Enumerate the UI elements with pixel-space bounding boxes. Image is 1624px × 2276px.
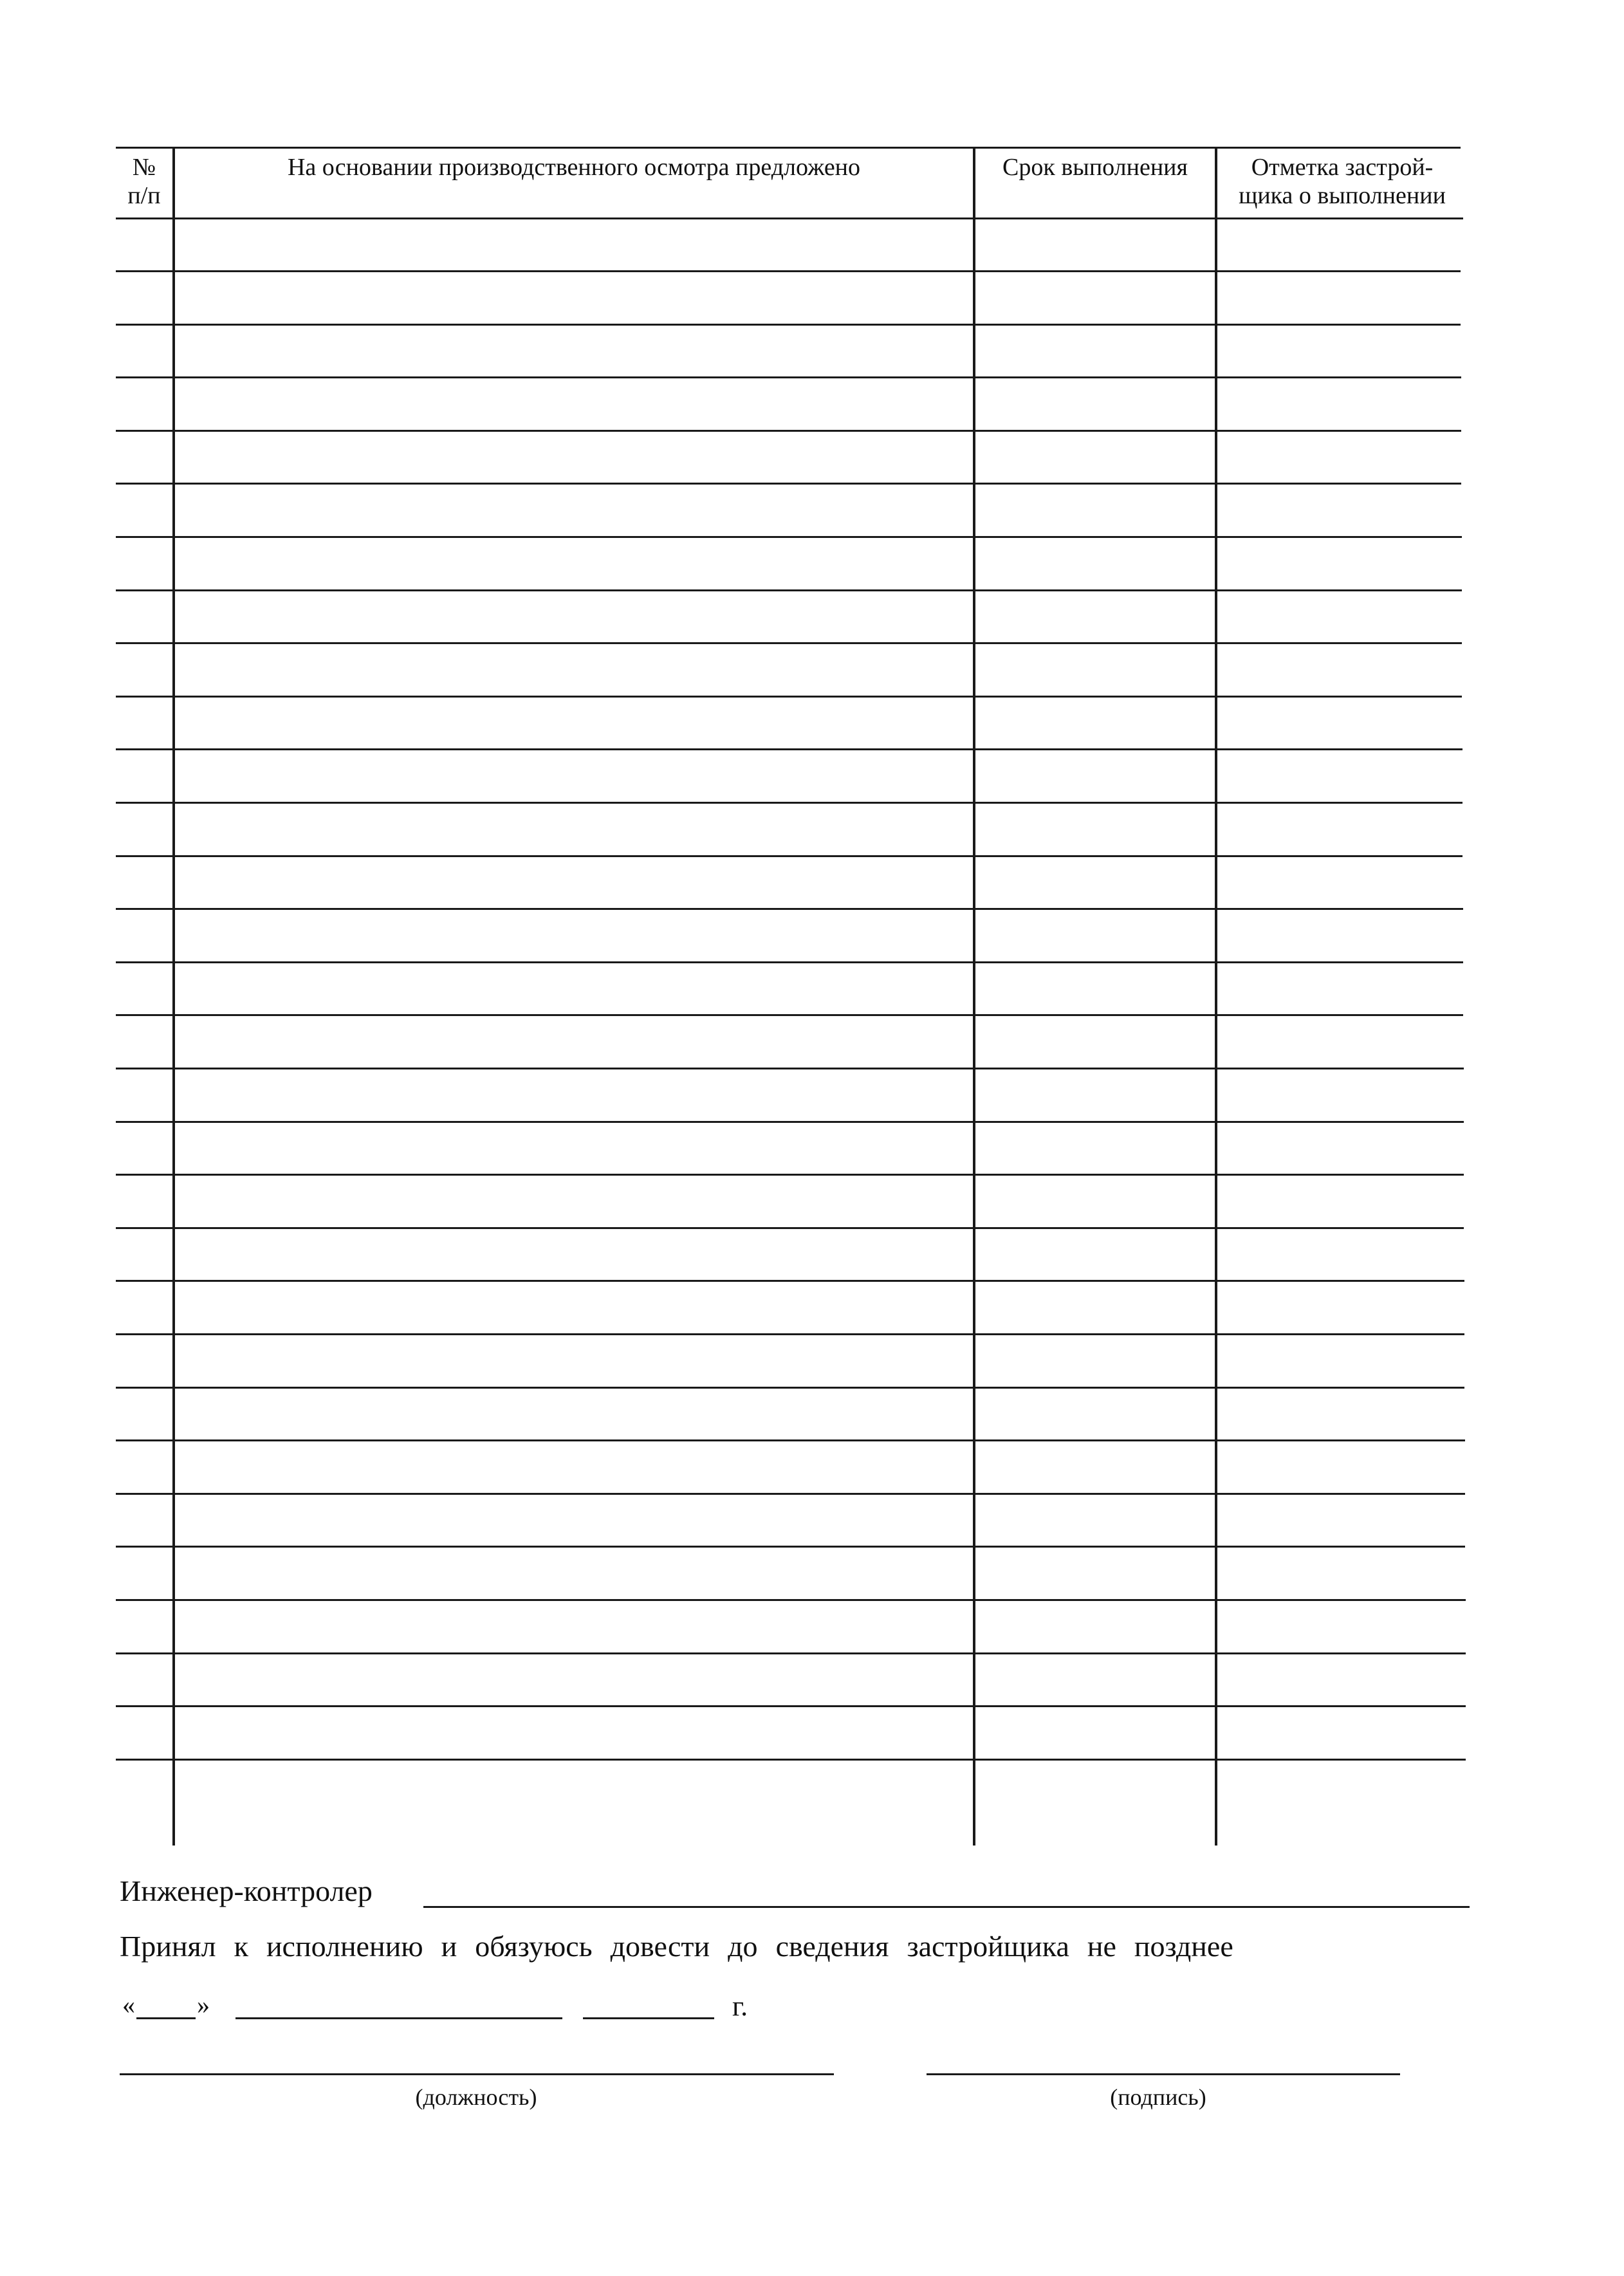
- column-divider-3: [1215, 147, 1217, 1846]
- header-number-line2: п/п: [127, 182, 161, 209]
- column-divider-1: [172, 147, 175, 1846]
- engineer-label: Инженер-контролер: [120, 1874, 373, 1907]
- table-row-line: [116, 748, 1463, 750]
- header-mark-line1: Отметка застрой-: [1251, 154, 1434, 181]
- table-row-line: [116, 855, 1463, 857]
- acceptance-word: не: [1087, 1930, 1116, 1963]
- table-row-line: [116, 536, 1462, 538]
- table-row-line: [116, 1759, 1466, 1761]
- table-row-line: [116, 1014, 1463, 1016]
- header-cell-deadline: [975, 153, 1215, 181]
- position-caption: (должность): [415, 2084, 537, 2110]
- engineer-signature-line[interactable]: [423, 1906, 1470, 1908]
- table-row-line: [116, 696, 1462, 698]
- table-row-line: [116, 1546, 1465, 1548]
- table-row-line: [116, 1333, 1464, 1335]
- table-row-line: [116, 1493, 1465, 1495]
- header-mark-line2: щика о выполнении: [1239, 182, 1446, 209]
- table-row-line: [116, 1705, 1466, 1707]
- table-row-line: [116, 961, 1463, 963]
- column-divider-2: [973, 147, 975, 1846]
- table-row-line: [116, 483, 1461, 485]
- table-row-line: [116, 1227, 1464, 1229]
- table-row-line: [116, 324, 1461, 326]
- date-day-blank[interactable]: [136, 2017, 196, 2019]
- acceptance-word: обязуюсь: [475, 1930, 593, 1963]
- table-row-line: [116, 1439, 1465, 1441]
- acceptance-word: исполнению: [266, 1930, 423, 1963]
- date-quote-open: «: [122, 1990, 135, 2019]
- acceptance-word: до: [728, 1930, 758, 1963]
- table-row-line: [116, 1174, 1464, 1176]
- table-row-line: [116, 1599, 1466, 1601]
- table-row-line: [116, 1280, 1464, 1282]
- header-number-line1: №: [132, 154, 156, 181]
- header-cell-number: [116, 153, 172, 210]
- acceptance-word: и: [441, 1930, 457, 1963]
- acceptance-word: сведения: [775, 1930, 889, 1963]
- header-proposed-label: На основании производственного осмотра предложено: [287, 154, 861, 181]
- table-header-divider: [116, 217, 1463, 219]
- table-row-line: [116, 376, 1461, 378]
- table-row-line: [116, 430, 1461, 432]
- date-year-blank[interactable]: [583, 2017, 714, 2019]
- table-row-line: [116, 802, 1463, 804]
- acceptance-statement: [120, 1929, 1251, 1963]
- signature-caption: (подпись): [1110, 2084, 1206, 2110]
- header-cell-developer-mark: [1217, 153, 1467, 210]
- table-row-line: [116, 642, 1462, 644]
- table-row-line: [116, 1121, 1464, 1123]
- acceptance-word: застройщика: [907, 1930, 1069, 1963]
- table-row-line: [116, 1652, 1466, 1654]
- date-quote-close: »: [197, 1990, 210, 2019]
- table-row-line: [116, 270, 1461, 272]
- table-top-border: [116, 147, 1461, 149]
- position-blank-line[interactable]: [120, 2073, 834, 2075]
- acceptance-word: довести: [610, 1930, 710, 1963]
- date-month-blank[interactable]: [235, 2017, 562, 2019]
- header-deadline-label: Срок выполнения: [1002, 154, 1188, 181]
- signature-blank-line[interactable]: [927, 2073, 1400, 2075]
- table-row-line: [116, 1068, 1464, 1069]
- table-row-line: [116, 589, 1462, 591]
- acceptance-word: Принял: [120, 1930, 216, 1963]
- date-year-suffix: г.: [732, 1990, 748, 2022]
- acceptance-word: позднее: [1134, 1930, 1233, 1963]
- acceptance-word: к: [234, 1930, 248, 1963]
- header-cell-proposed: [175, 153, 973, 181]
- table-row-line: [116, 1387, 1464, 1389]
- table-row-line: [116, 908, 1463, 910]
